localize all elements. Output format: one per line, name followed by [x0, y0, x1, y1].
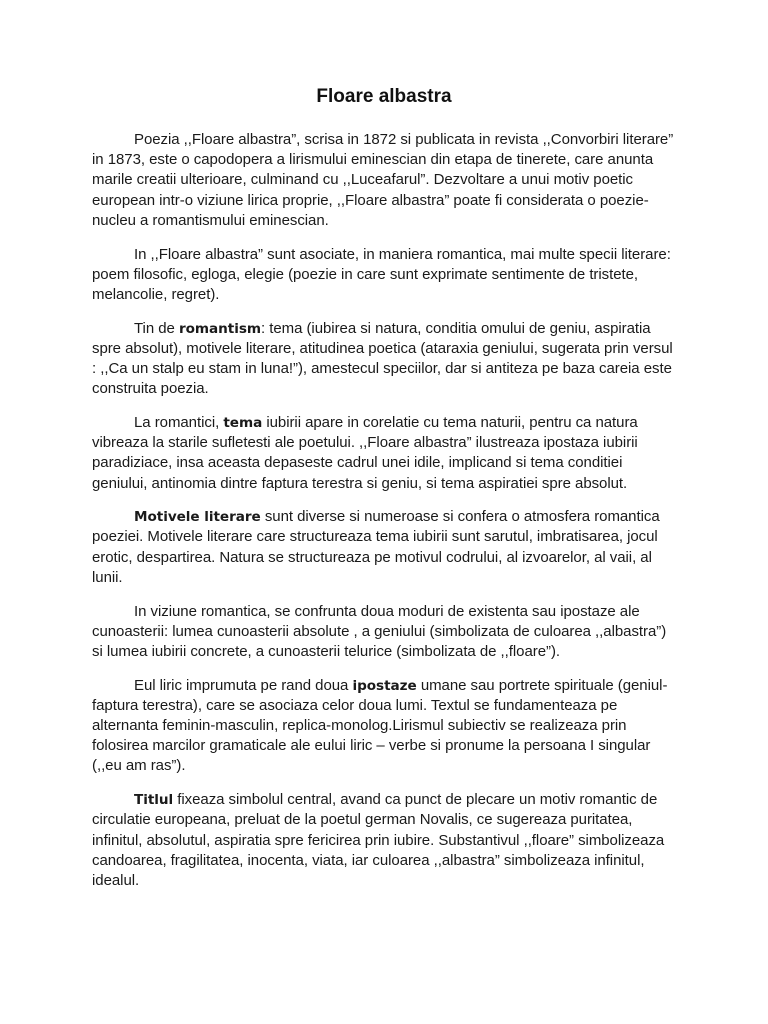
bold-term: Motivele literare [134, 509, 261, 526]
paragraph-intro: Poezia ,,Floare albastra”, scrisa in 1872 si publicata in revista ,,Convorbiri literare” in 1873, este o capodopera a lirismului eminescian din etapa de tinerete, care anunta marile creatii ulterioare, culminand cu ,,Luceafarul”. Dezvoltare a unui motiv poetic european intr-o viziune lirica proprie, ,,Floare albastra” poate fi considerata o poezie-nucleu a romantismului eminescian. [92, 131, 674, 229]
paragraph-text: umane sau portrete spirituale (geniul-faptura terestra), care se asociaza celor doua lumi. Textul se fundamenteaza pe alternanta feminin-masculin, replica-monolog.Lirismul subiectiv se realizeaza prin folosirea marcilor gramaticale ale eului liric – verbe si pronume la persoana I singular (,,eu am ras”). [92, 676, 668, 775]
bold-term: tema [223, 414, 263, 431]
paragraph-text: sunt diverse si numeroase si confera o atmosfera romantica poeziei. Motivele literare care structureaza tema iubirii sunt sarutul, imbratisarea, jocul erotic, despartirea. Natura se structureaza pe motivul codrului, al izvoarelor, al vaii, al lunii. [92, 508, 660, 586]
paragraph-text: fixeaza simbolul central, avand ca punct de plecare un motiv romantic de circulatie europeana, preluat de la poetul german Novalis, ce sugereaza puritatea, infinitul, absolutul, aspiratia spre fericirea prin iubire. Substantivul ,,floare” simbolizeaza candoarea, fragilitatea, inocenta, viata, iar culoarea ,,albastra” simbolizeaza infinitul, idealul. [92, 791, 665, 889]
paragraph-theme [92, 413, 676, 494]
paragraph-text: : tema (iubirea si natura, conditia omului de geniu, aspiratia spre absolut), motivele literare, atitudinea poetica (ataraxia geniului, sugerata prin versul : ,,Ca un stalp eu stam in luna!”), amestecul speciilor, dar si antiteza pe baza careia este construita poezia. [92, 319, 673, 398]
paragraph-text: Tin de [134, 319, 179, 337]
bold-term: romantism [178, 320, 261, 337]
paragraph-text: Eul liric imprumuta pe rand doua [134, 676, 353, 694]
paragraph-text: La romantici, [134, 413, 224, 431]
paragraph-hypostases [92, 676, 676, 777]
paragraph-romanticism [92, 319, 676, 400]
paragraph-vision: In viziune romantica, se confrunta doua moduri de existenta sau ipostaze ale cunoasterii: lumea cunoasterii absolute , a geniului (simbolizata de culoarea ,,albastra”) si lumea iubirii concrete, a cunoasterii telurice (simbolizata de ,,floare”). [92, 602, 667, 660]
document-title: Floare albastra [316, 86, 452, 107]
bold-term: Titlul [134, 792, 174, 809]
paragraph-title-analysis [92, 790, 676, 891]
paragraph-species: In ,,Floare albastra” sunt asociate, in maniera romantica, mai multe specii literare: poem filosofic, egloga, elegie (poezie in care sunt exprimate sentimente de tristete, melancolie, regret). [92, 245, 671, 303]
paragraph-text: iubirii apare in corelatie cu tema naturii, pentru ca natura vibreaza la starile sufletesti ale poetului. ,,Floare albastra” ilustreaza ipostaza iubirii paradiziace, insa aceasta depaseste cadrul unei idile, implicand si tema conditiei geniului, antinomia dintre faptura terestra si geniu, si tema aspiratiei spre absolut. [92, 413, 638, 492]
bold-term: ipostaze [352, 677, 417, 694]
paragraph-motifs [92, 507, 676, 588]
